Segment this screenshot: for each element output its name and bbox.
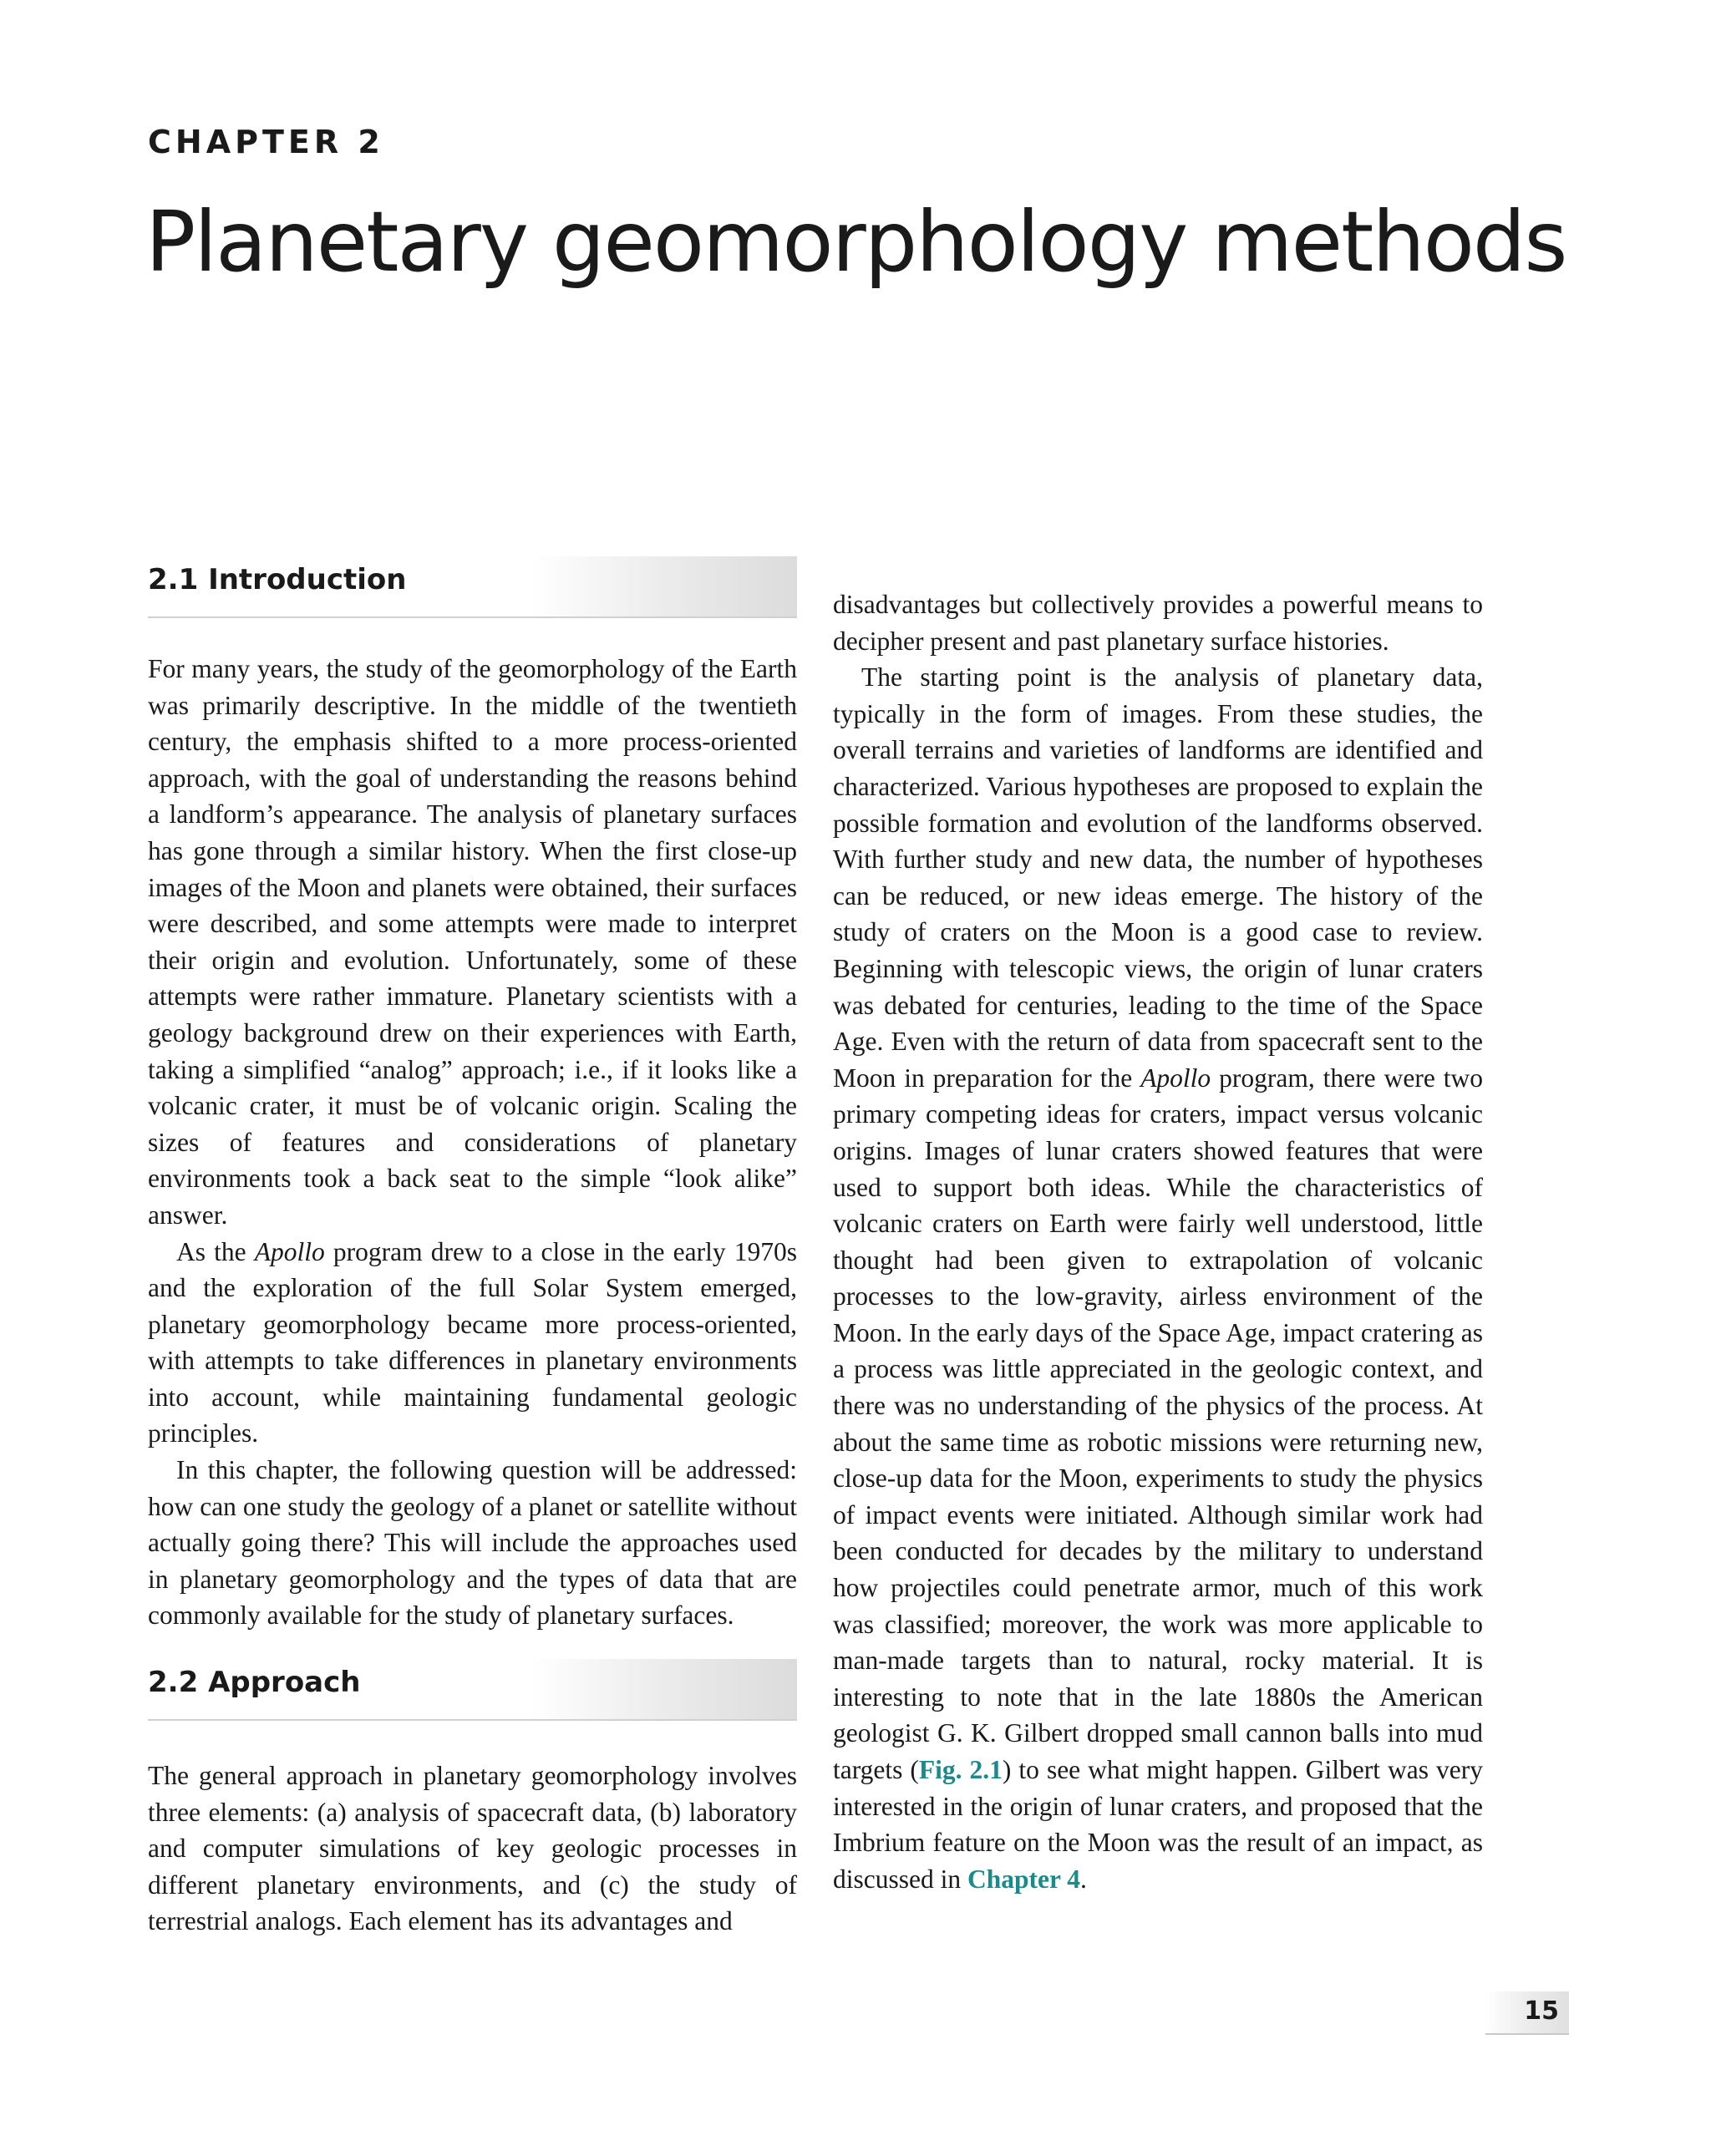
paragraph: As the Apollo program drew to a close in the early 1970s and the exploration of the full Solar System emerged, planetary geomorphology became more process-oriented, with attempts to take differences in planetary environments into account, while maintaining fundamental geologic principles.	[148, 1236, 797, 1448]
heading-gradient-bar	[530, 556, 797, 616]
italic-apollo: Apollo	[254, 1236, 325, 1266]
chapter-title: Planetary geomorphology methods	[145, 193, 1566, 291]
paragraph: The general approach in planetary geomorphology involves three elements: (a) analysis of spacecraft data, (b) laboratory and computer simulations of key geologic processes in different planetary environments, and (c) the study of terrestrial analogs. Each element has its advantages and	[148, 1761, 797, 1936]
paragraph: In this chapter, the following question will be addressed: how can one study the geology of a planet or satellite without actually going there? This will include the approaches used in planetary geomorphology and the types of data that are commonly available for the study of planetary surfaces.	[148, 1455, 797, 1631]
section-heading-label: 2.1 Introduction	[148, 563, 407, 596]
page-number-tab	[1485, 1991, 1569, 2035]
section-heading-approach	[148, 1659, 797, 1721]
figure-link[interactable]: Fig. 2.1	[918, 1755, 1003, 1784]
section-heading-label: 2.2 Approach	[148, 1666, 361, 1699]
approach-text	[148, 1758, 797, 1940]
paragraph: The starting point is the analysis of planetary data, typically in the form of images. From these studies, the overall terrains and varieties of landforms are identified and characterized. Various hypotheses are proposed to explain the possible formation and evolution of the landforms observed. With further study and new data, the number of hypotheses can be reduced, or new ideas emerge. The history of the study of craters on the Moon is a good case to review. Beginning with telescopic views, the origin of lunar craters was debated for centuries, leading to the time of the Space Age. Even with the return of data from spacecraft sent to the Moon in preparation for the Apollo program, there were two primary competing ideas for craters, impact versus volcanic origins. Images of lunar craters showed features that were used to support both ideas. While the characteristics of volcanic craters on Earth were fairly well understood, little thought had been given to extrapolation of volcanic processes to the low-gravity, airless environment of the Moon. In the early days of the Space Age, impact cratering as a process was little appreciated in the geologic context, and there was no understanding of the physics of the process. At about the same time as robotic missions were returning new, close-up data for the Moon, experiments to study the physics of impact events were initiated. Although similar work had been conducted for decades by the military to understand how projectiles could penetrate armor, much of this work was classified; moreover, the work was more applicable to man-made targets than to natural, rocky material. It is interesting to note that in the late 1880s the American geologist G. K. Gilbert dropped small cannon balls into mud targets (Fig. 2.1) to see what might happen. Gilbert was very interested in the origin of lunar craters, and proposed that the Imbrium feature on the Moon was the result of an impact, as discussed in Chapter 4.	[833, 662, 1483, 1894]
heading-gradient-bar	[530, 1659, 797, 1719]
introduction-text	[148, 651, 797, 1634]
chapter-label: CHAPTER 2	[148, 124, 384, 160]
page-number: 15	[1524, 1996, 1559, 2026]
italic-apollo: Apollo	[1140, 1063, 1211, 1093]
right-column-text	[833, 586, 1483, 1897]
paragraph: disadvantages but collectively provides a powerful means to decipher present and past planetary surface histories.	[833, 590, 1483, 656]
section-heading-introduction	[148, 556, 797, 618]
chapter-link[interactable]: Chapter 4	[967, 1864, 1081, 1894]
paragraph: For many years, the study of the geomorphology of the Earth was primarily descriptive. In the middle of the twentieth century, the emphasis shifted to a more process-oriented approach, with the goal of understanding the reasons behind a landform’s appearance. The analysis of planetary surfaces has gone through a similar history. When the first close-up images of the Moon and planets were obtained, their surfaces were described, and some attempts were made to interpret their origin and evolution. Unfortunately, some of these attempts were rather immature. Planetary scientists with a geology background drew on their experiences with Earth, taking a simplified “analog” approach; i.e., if it looks like a volcanic crater, it must be of volcanic origin. Scaling the sizes of features and considerations of planetary environments took a back seat to the simple “look alike” answer.	[148, 654, 797, 1230]
